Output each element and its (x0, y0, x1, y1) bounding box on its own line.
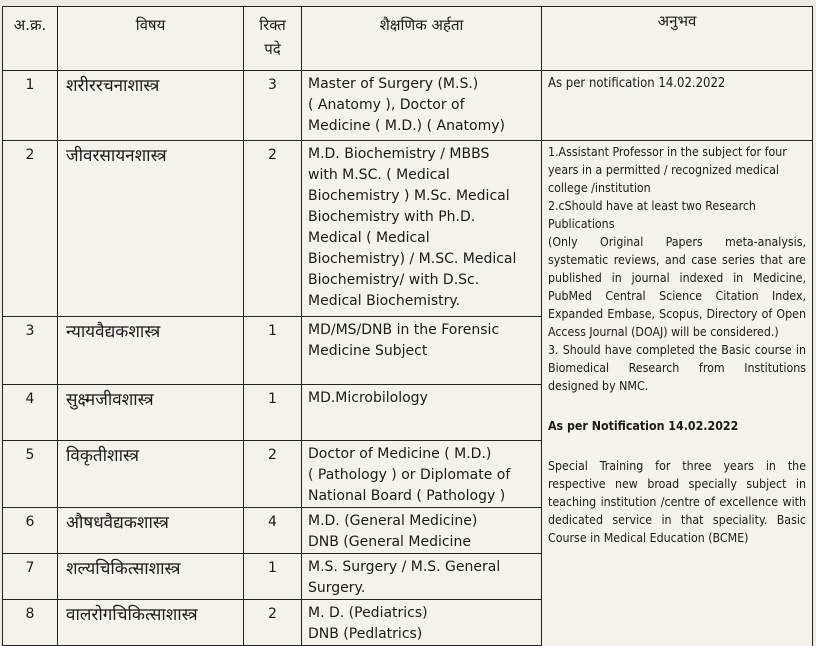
qualification-line: MD.Microbilology (308, 390, 428, 406)
vacancies-cell: 1 (244, 554, 302, 600)
qualification-line: MD/MS/DNB in the Forensic (308, 322, 500, 338)
vacancies-cell: 3 (244, 71, 302, 141)
qualification-line: M.S. Surgery / M.S. General (308, 559, 501, 575)
qualification-cell (302, 317, 542, 385)
qualification-line: ( Anatomy ), Doctor of (308, 97, 465, 113)
experience-note: (Only Original Papers meta-analysis, systematic reviews, and case series that are published in journal indexed in Medicine, PubMed Central Science Citation Index, Expanded Embase, Scopus, Directory of Open Access Journal (DOAJ) will be considered.) (548, 235, 806, 339)
experience-cell-first (542, 71, 813, 141)
qualification-line: M.D. Biochemistry / MBBS (308, 146, 490, 162)
qualification-line: M. D. (Pediatrics) (308, 605, 428, 621)
table-row (3, 141, 813, 317)
header-experience: अनुभव (542, 7, 813, 71)
qualification-line: Biochemistry) / M.SC. Medical (308, 251, 517, 267)
vacancies-cell: 4 (244, 508, 302, 554)
header-qualification: शैक्षणिक अर्हता (302, 7, 542, 71)
serial-cell: 7 (3, 554, 58, 600)
experience-point-2: 2.cShould have at least two Research Publications (548, 199, 756, 231)
vacancies-cell: 2 (244, 441, 302, 508)
qualification-line: Medicine ( M.D.) ( Anatomy) (308, 118, 505, 134)
qualification-line: Medical ( Medical (308, 230, 430, 246)
table-row (3, 71, 813, 141)
qualification-line: National Board ( Pathology ) (308, 488, 506, 504)
header-row (3, 7, 813, 71)
subject-cell: औषधवैद्यकशास्त्र (58, 508, 244, 554)
qualification-line: Doctor of Medicine ( M.D.) (308, 446, 492, 462)
qualification-cell (302, 385, 542, 441)
qualification-line: with M.SC. ( Medical (308, 167, 450, 183)
experience-cell-main (542, 141, 813, 646)
qualification-line: Medical Biochemistry. (308, 293, 461, 309)
qualification-line: Surgery. (308, 580, 366, 596)
serial-cell: 5 (3, 441, 58, 508)
qualification-cell (302, 554, 542, 600)
vacancies-cell: 1 (244, 317, 302, 385)
header-vacancies-line1: रिक्त (259, 16, 286, 34)
subject-cell: शरीररचनाशास्त्र (58, 71, 244, 141)
experience-point-3: 3. Should have completed the Basic course in Biomedical Research from Institutions designed by NMC. (548, 343, 806, 393)
subject-cell: शल्यचिकित्साशास्त्र (58, 554, 244, 600)
vacancies-cell: 2 (244, 600, 302, 646)
header-serial: अ.क्र. (3, 7, 58, 71)
qualification-cell (302, 71, 542, 141)
serial-cell: 1 (3, 71, 58, 141)
header-subject: विषय (58, 7, 244, 71)
qualification-line: DNB (Pedlatrics) (308, 626, 423, 642)
header-vacancies (244, 7, 302, 71)
vacancy-table (2, 6, 813, 646)
serial-cell: 8 (3, 600, 58, 646)
experience-second: As per Notification 14.02.2022 (548, 419, 739, 433)
serial-cell: 4 (3, 385, 58, 441)
qualification-line: Biochemistry ) M.Sc. Medical (308, 188, 510, 204)
qualification-cell (302, 441, 542, 508)
header-vacancies-line2: पदे (264, 40, 281, 58)
subject-cell: न्यायवैद्यकशास्त्र (58, 317, 244, 385)
qualification-line: ( Pathology ) or Diplomate of (308, 467, 511, 483)
vacancies-cell: 1 (244, 385, 302, 441)
serial-cell: 6 (3, 508, 58, 554)
vacancies-cell: 2 (244, 141, 302, 317)
qualification-line: Master of Surgery (M.S.) (308, 76, 479, 92)
qualification-line: M.D. (General Medicine) (308, 513, 478, 529)
subject-cell: जीवरसायनशास्त्र (58, 141, 244, 317)
subject-cell: वालरोगचिकित्साशास्त्र (58, 600, 244, 646)
qualification-line: Biochemistry with Ph.D. (308, 209, 476, 225)
qualification-cell (302, 600, 542, 646)
subject-cell: सुक्ष्मजीवशास्त्र (58, 385, 244, 441)
experience-point-1: 1.Assistant Professor in the subject for four years in a permitted / recognized medical college /institution (548, 145, 787, 195)
serial-cell: 3 (3, 317, 58, 385)
experience-special: Special Training for three years in the respective new broad specially subject in teaching institution /centre of excellence with dedicated service in that speciality. Basic Course in Medical Education (BCME) (548, 459, 806, 545)
qualification-line: Biochemistry/ with D.Sc. (308, 272, 480, 288)
serial-cell: 2 (3, 141, 58, 317)
experience-first: As per notification 14.02.2022 (548, 76, 726, 91)
qualification-cell (302, 141, 542, 317)
qualification-cell (302, 508, 542, 554)
subject-cell: विकृतीशास्त्र (58, 441, 244, 508)
qualification-line: Medicine Subject (308, 343, 428, 359)
qualification-line: DNB (General Medicine (308, 534, 471, 550)
